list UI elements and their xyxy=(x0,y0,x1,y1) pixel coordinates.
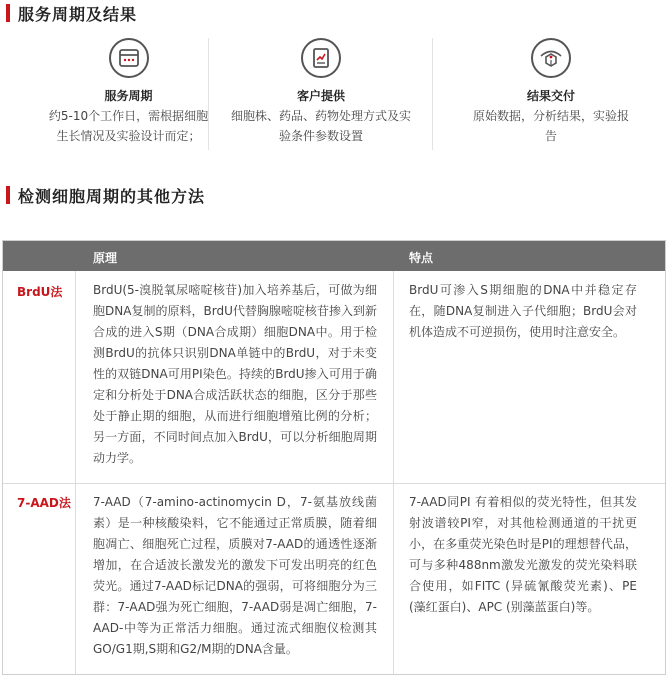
section-title-text: 服务周期及结果 xyxy=(18,4,138,24)
header-principle: 原理 xyxy=(93,251,118,265)
divider xyxy=(432,38,433,150)
principle-cell: BrdU(5-溴脱氧尿嘧啶核苷)加入培养基后，可做为细胞DNA复制的原料，BrdU代替胸腺嘧啶核苷掺入到新合成的进入S期（DNA合成期）细胞DNA中。用于检测BrdU的抗体只识别DNA单链中的BrdU，对于未变性的双链DNA可用PI染色。持续的BrdU掺入可用于确定和分析处于DNA合成活跃状态的细胞，区分于那些处于静止期的细胞，从而进行细胞增殖比例的分析；另一方面，不同时间点加入BrdU，可以分析细胞周期动力学。 xyxy=(93,283,377,465)
service-desc: 约5-10个工作日，需根据细胞生长情况及实验设计而定； xyxy=(48,109,209,143)
header-feature: 特点 xyxy=(409,251,434,265)
methods-table xyxy=(2,240,666,675)
service-info-row xyxy=(0,38,670,158)
divider xyxy=(208,38,209,150)
calendar-icon xyxy=(109,38,149,78)
service-label: 结果交付 xyxy=(526,89,575,103)
feature-cell: 7-AAD同PI 有着相似的荧光特性，但其发射波谱较PI窄，对其他检测通道的干扰更小，在多重荧光染色时是PI的理想替代品，可与多种488nm激发光激发的荧光染料联合使用，如FITC (异硫氰酸荧光素)、PE (藻红蛋白)、APC (别藻蓝蛋白)等。 xyxy=(409,495,637,614)
table-header xyxy=(3,241,665,271)
service-desc: 原始数据，分析结果，实验报告 xyxy=(473,109,630,143)
eye-cube-icon xyxy=(531,38,571,78)
table-row xyxy=(3,484,665,674)
service-card-provide xyxy=(230,38,412,158)
section-title-methods xyxy=(6,184,205,206)
chart-document-icon xyxy=(301,38,341,78)
title-accent-bar xyxy=(6,186,10,204)
service-label: 服务周期 xyxy=(104,89,153,103)
title-accent-bar xyxy=(6,4,10,22)
service-desc: 细胞株、药品、药物处理方式及实验条件参数设置 xyxy=(230,109,411,143)
section-title-text: 检测细胞周期的其他方法 xyxy=(18,186,206,206)
service-card-result xyxy=(473,38,629,158)
method-name: BrdU法 xyxy=(17,285,63,299)
feature-cell: BrdU可渗入S期细胞的DNA中并稳定存在，随DNA复制进入子代细胞；BrdU会对机体造成不可逆损伤，使用时注意安全。 xyxy=(409,283,637,339)
principle-cell: 7-AAD（7-amino-actinomycin D，7-氨基放线菌素）是一种核酸染料，它不能通过正常质膜，随着细胞凋亡、细胞死亡过程，质膜对7-AAD的通透性逐渐增加，在合适波长激发光的激发下可发出明亮的红色荧光。通过7-AAD标记DNA的强弱，可将细胞分为三群：7-AAD强为死亡细胞，7-AAD弱是凋亡细胞，7-AAD-中等为正常活力细胞。通过流式细胞仪检测其GO/G1期,S期和G2/M期的DNA含量。 xyxy=(93,495,377,656)
table-row xyxy=(3,271,665,483)
section-title-service xyxy=(6,2,137,24)
service-card-period xyxy=(46,38,211,158)
method-name: 7-AAD法 xyxy=(17,496,71,510)
service-label: 客户提供 xyxy=(296,89,345,103)
